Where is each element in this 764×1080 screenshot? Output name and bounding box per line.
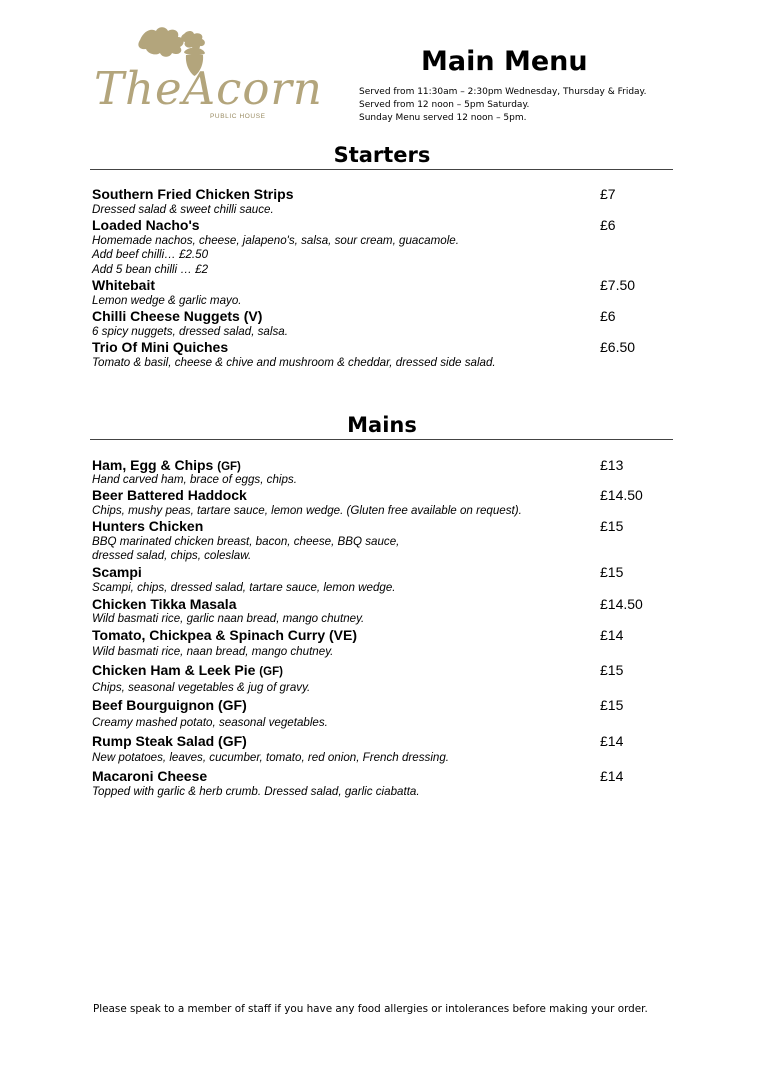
item-description: Wild basmati rice, naan bread, mango chutney. xyxy=(92,645,334,658)
hours-line: Served from 11:30am – 2:30pm Wednesday, Thursday & Friday. xyxy=(359,87,647,97)
item-price: £14.50 xyxy=(600,487,643,503)
item-price: £6.50 xyxy=(600,339,636,355)
logo-wordmark: TheAcorn xyxy=(94,62,323,115)
item-name: Rump Steak Salad (GF) xyxy=(92,733,247,749)
item-price: £15 xyxy=(600,662,624,678)
service-hours xyxy=(359,86,646,125)
item-description: Topped with garlic & herb crumb. Dressed salad, garlic ciabatta. xyxy=(92,785,420,798)
item-price: £7.50 xyxy=(600,277,636,293)
item-name: Chicken Tikka Masala xyxy=(92,596,237,612)
item-name: Chicken Ham & Leek Pie (GF) xyxy=(92,662,283,678)
item-description: Chips, seasonal vegetables & jug of gravy. xyxy=(92,681,311,694)
item-name: Chilli Cheese Nuggets (V) xyxy=(92,308,263,324)
item-description: Hand carved ham, brace of eggs, chips. xyxy=(92,473,297,486)
item-name: Hunters Chicken xyxy=(92,518,204,534)
item-name: Ham, Egg & Chips (GF) xyxy=(92,457,241,473)
hours-line: Served from 12 noon – 5pm Saturday. xyxy=(359,100,530,110)
item-price: £14 xyxy=(600,733,624,749)
starters-divider xyxy=(90,169,673,170)
item-name: Scampi xyxy=(92,564,142,580)
item-price: £13 xyxy=(600,457,624,473)
item-price: £6 xyxy=(600,308,616,324)
mains-divider xyxy=(90,439,673,440)
mains-heading: Mains xyxy=(347,413,417,437)
item-name: Southern Fried Chicken Strips xyxy=(92,186,294,202)
item-description: BBQ marinated chicken breast, bacon, cheese, BBQ sauce, xyxy=(92,535,400,548)
item-description: Wild basmati rice, garlic naan bread, mango chutney. xyxy=(92,612,365,625)
item-price: £14.50 xyxy=(600,596,643,612)
item-name: Tomato, Chickpea & Spinach Curry (VE) xyxy=(92,627,358,643)
item-name: Macaroni Cheese xyxy=(92,768,208,784)
item-price: £6 xyxy=(600,217,616,233)
item-tag: (GF) xyxy=(259,666,283,678)
item-price: £15 xyxy=(600,518,624,534)
item-price: £14 xyxy=(600,627,624,643)
starters-heading: Starters xyxy=(333,143,431,167)
page-title: Main Menu xyxy=(421,46,588,77)
item-description: dressed salad, chips, coleslaw. xyxy=(92,549,252,562)
item-description: Lemon wedge & garlic mayo. xyxy=(92,294,242,307)
item-description: Scampi, chips, dressed salad, tartare sauce, lemon wedge. xyxy=(92,581,396,594)
item-name: Loaded Nacho's xyxy=(92,217,200,233)
item-price: £15 xyxy=(600,564,624,580)
item-description: New potatoes, leaves, cucumber, tomato, red onion, French dressing. xyxy=(92,751,450,764)
acorn-logo xyxy=(92,22,322,124)
item-description: Tomato & basil, cheese & chive and mushroom & cheddar, dressed side salad. xyxy=(92,356,496,369)
item-description: Chips, mushy peas, tartare sauce, lemon wedge. (Gluten free available on request). xyxy=(92,504,522,517)
item-name: Trio Of Mini Quiches xyxy=(92,339,229,355)
logo-subtitle: PUBLIC HOUSE xyxy=(210,113,266,120)
item-price: £15 xyxy=(600,697,624,713)
allergy-notice: Please speak to a member of staff if you have any food allergies or intolerances before making your order. xyxy=(93,1003,648,1015)
item-description: Add 5 bean chilli … £2 xyxy=(92,263,209,276)
item-name: Beef Bourguignon (GF) xyxy=(92,697,247,713)
item-name: Beer Battered Haddock xyxy=(92,487,247,503)
item-name: Whitebait xyxy=(92,277,155,293)
item-description: 6 spicy nuggets, dressed salad, salsa. xyxy=(92,325,288,338)
item-description: Add beef chilli… £2.50 xyxy=(92,248,209,261)
item-tag: (GF) xyxy=(217,461,241,473)
hours-line: Sunday Menu served 12 noon – 5pm. xyxy=(359,113,527,123)
item-price: £7 xyxy=(600,186,616,202)
item-description: Dressed salad & sweet chilli sauce. xyxy=(92,203,274,216)
item-price: £14 xyxy=(600,768,624,784)
item-description: Creamy mashed potato, seasonal vegetables. xyxy=(92,716,328,729)
item-description: Homemade nachos, cheese, jalapeno's, salsa, sour cream, guacamole. xyxy=(92,234,459,247)
